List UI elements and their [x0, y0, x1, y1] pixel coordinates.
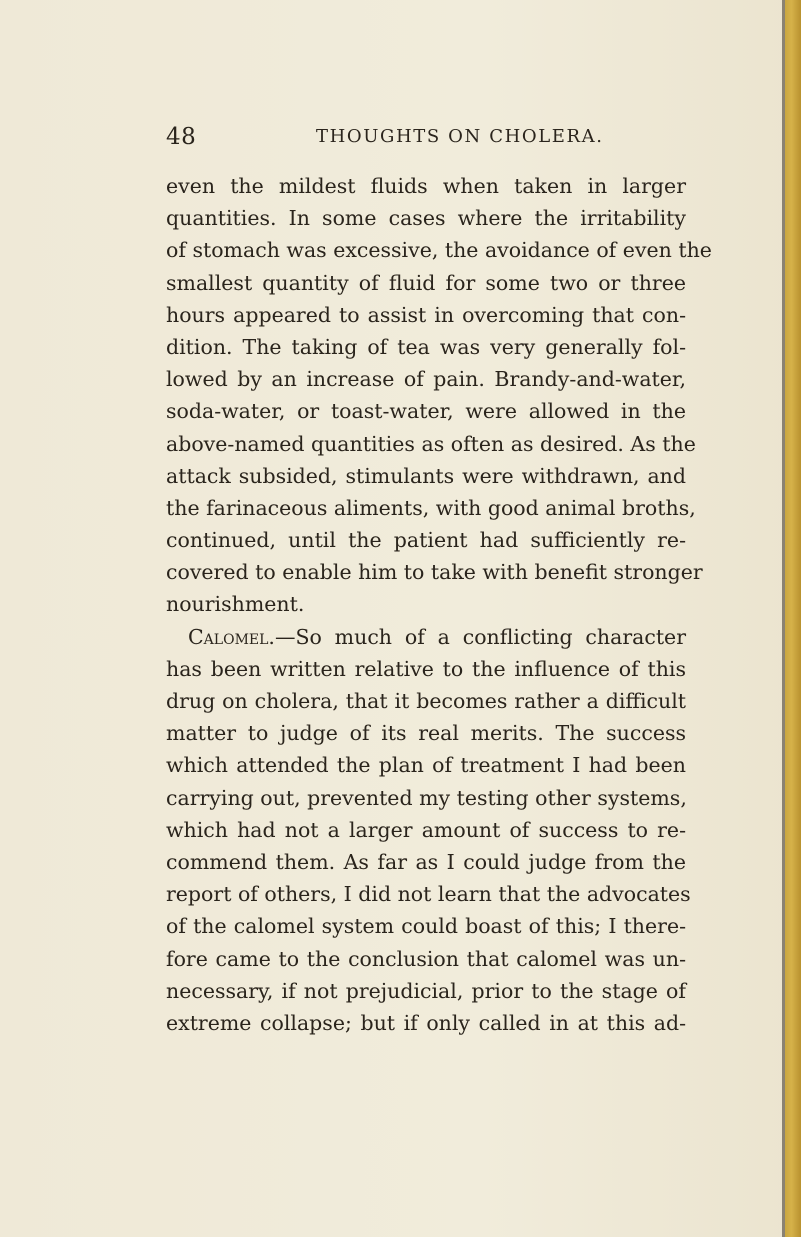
gilt-page-edge — [785, 0, 801, 1237]
text-line: even the mildest fluids when taken in larger — [166, 174, 686, 198]
text-line: drug on cholera, that it becomes rather a difficult — [166, 689, 686, 713]
text-line: nourishment. — [166, 592, 305, 617]
text-line: extreme collapse; but if only called in at this ad- — [166, 1010, 686, 1035]
text-line: smallest quantity of fluid for some two or three — [166, 270, 686, 295]
running-head: THOUGHTS ON CHOLERA. — [316, 126, 604, 147]
text-line: carrying out, prevented my testing other systems, — [166, 785, 687, 810]
text-line: report of others, I did not learn that the advocates — [166, 882, 691, 907]
page-number: 48 — [166, 124, 197, 150]
text-line: hours appeared to assist in overcoming that con- — [166, 302, 686, 327]
body-text — [166, 170, 712, 1039]
text-line: continued, until the patient had sufficiently re- — [166, 528, 686, 553]
text-line: the farinaceous aliments, with good animal broths, — [166, 495, 696, 520]
text-line: which had not a larger amount of success to re- — [166, 817, 686, 842]
text-line: fore came to the conclusion that calomel was un- — [166, 946, 686, 971]
text-line: has been written relative to the influence of this — [166, 656, 686, 681]
text-line: quantities. In some cases where the irritability — [166, 206, 686, 231]
text-line: attack subsided, stimulants were withdrawn, and — [166, 463, 686, 488]
text-line: covered to enable him to take with benefit stronger — [166, 560, 703, 585]
text-line: which attended the plan of treatment I had been — [166, 753, 686, 778]
text-line: lowed by an increase of pain. Brandy-and-water, — [166, 367, 686, 392]
text-line: of the calomel system could boast of this; I there- — [166, 914, 686, 939]
text-line: necessary, if not prejudicial, prior to the stage of — [166, 978, 686, 1003]
text-line: commend them. As far as I could judge from the — [166, 849, 686, 874]
text-line: of stomach was excessive, the avoidance of even the — [166, 238, 712, 263]
text-line: soda-water, or toast-water, were allowed in the — [166, 399, 686, 424]
text-line: matter to judge of its real merits. The success — [166, 721, 686, 746]
text-line: above-named quantities as often as desired. As the — [166, 431, 696, 456]
text-line: dition. The taking of tea was very generally fol- — [166, 334, 686, 359]
section-heading-line: Calomel.—So much of a conflicting character — [188, 624, 686, 649]
page-header — [166, 124, 604, 152]
